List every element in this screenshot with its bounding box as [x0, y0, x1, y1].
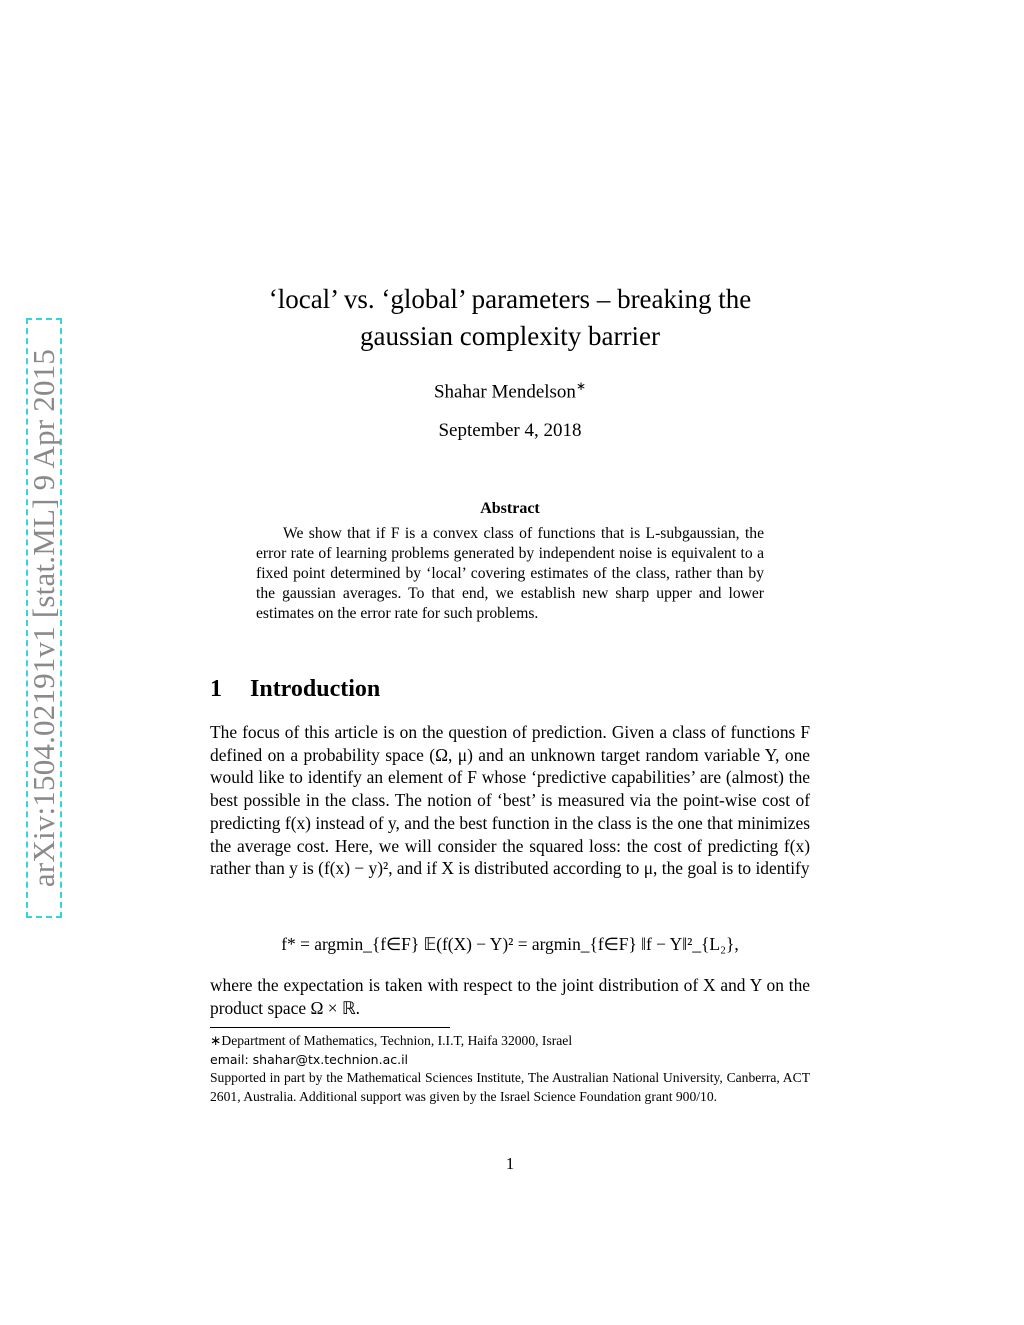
section-title: Introduction — [250, 676, 381, 702]
date: September 4, 2018 — [438, 420, 582, 441]
abstract-body: We show that if F is a convex class of functions that is L-subgaussian, the error rate of learning problems generated by independent noise is equivalent to a fixed point determined by ‘local’ covering estimates of the class, rather than by the gaussian averages. To that end, we establish new sharp upper and lower estimates on the error rate for such problems. — [256, 525, 764, 622]
footnote-email: email: shahar@tx.technion.ac.il — [210, 1051, 409, 1067]
paragraph-2: where the expectation is taken with respect to the joint distribution of X and Y on the product space Ω × ℝ. — [210, 975, 810, 1018]
abstract-heading: Abstract — [480, 500, 540, 517]
footnote-rule — [210, 1027, 450, 1028]
section-number: 1 — [210, 676, 222, 702]
author-name: Shahar Mendelson — [433, 381, 576, 403]
paper-title — [210, 281, 810, 355]
author — [210, 379, 810, 403]
display-equation: f* = argmin_{f∈F} 𝔼(f(X) − Y)² = argmin_{f∈F} ‖f − Y‖²_{L₂}, — [281, 934, 739, 954]
paragraph-1: The focus of this article is on the question of prediction. Given a class of functions F defined on a probability space (Ω, μ) and an unknown target random variable Y, one would like to identify an element of F whose ‘predictive capabilities’ are (almost) the best possible in the class. The notion of ‘best’ is measured via the point-wise cost of predicting f(x) instead of y, and the best function in the class is the one that minimizes the average cost. Here, we will consider the squared loss: the cost of predicting f(x) rather than y is (f(x) − y)², and if X is distributed according to μ, the goal is to identify — [210, 722, 810, 879]
arxiv-stamp-text: arXiv:1504.02191v1 [stat.ML] 9 Apr 2015 — [26, 348, 61, 888]
arxiv-stamp — [26, 318, 62, 918]
footnote-affiliation: ∗Department of Mathematics, Technion, I.I.T, Haifa 32000, Israel — [210, 1033, 573, 1048]
title-line-2: gaussian complexity barrier — [360, 321, 660, 351]
section-heading — [210, 676, 380, 703]
footnote-support: Supported in part by the Mathematical Sciences Institute, The Australian National University, Canberra, ACT 2601, Australia. Additional support was given by the Israel Science Foundation grant 900/10. — [210, 1070, 810, 1104]
title-line-1: ‘local’ vs. ‘global’ parameters – breaking the — [268, 284, 752, 314]
author-footnote-mark: ∗ — [575, 379, 586, 393]
footnote — [210, 1032, 810, 1106]
page-number: 1 — [505, 1154, 515, 1173]
abstract-text — [256, 524, 764, 624]
